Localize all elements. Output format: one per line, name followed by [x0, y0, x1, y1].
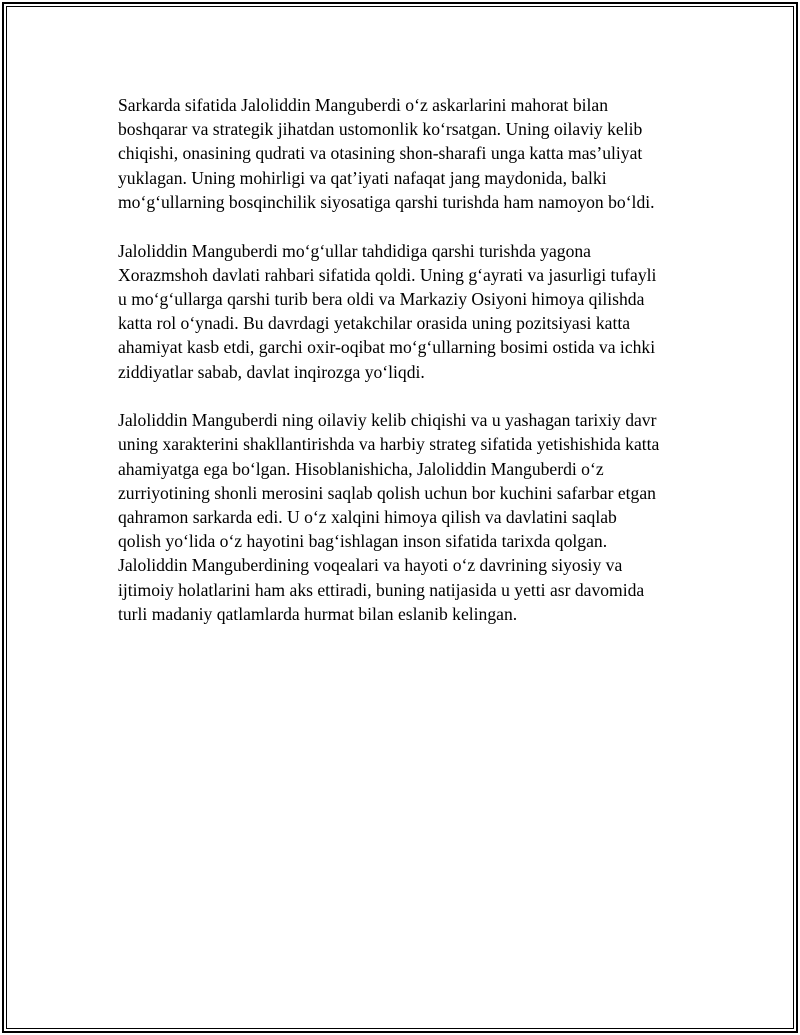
text-line: u mo‘g‘ullarga qarshi turib bera oldi va Markaziy Osiyoni himoya qilishda [118, 288, 645, 309]
text-line: qahramon sarkarda edi. U o‘z xalqini himoya qilish va davlatini saqlab [118, 507, 617, 528]
text-line: mo‘g‘ullarning bosqinchilik siyosatiga qarshi turishda ham namoyon bo‘ldi. [118, 191, 655, 212]
text-line: Jaloliddin Manguberdi ning oilaviy kelib chiqishi va u yashagan tarixiy davr [118, 410, 657, 431]
text-line: ziddiyatlar sabab, davlat inqirozga yo‘liqdi. [118, 361, 425, 382]
text-line: ahamiyat kasb etdi, garchi oxir-oqibat mo‘g‘ullarning bosimi ostida va ichki [118, 337, 656, 358]
paragraph-1 [118, 93, 708, 214]
text-line: zurriyotining shonli merosini saqlab qolish uchun bor kuchini safarbar etgan [118, 482, 656, 503]
text-line: Jaloliddin Manguberdining voqealari va hayoti o‘z davrining siyosiy va [118, 555, 623, 576]
text-line: ijtimoiy holatlarini ham aks ettiradi, buning natijasida u yetti asr davomida [118, 579, 645, 600]
paragraph-3 [118, 408, 708, 626]
text-line: qolish yo‘lida o‘z hayotini bag‘ishlagan inson sifatida tarixda qolgan. [118, 531, 608, 552]
text-line: turli madaniy qatlamlarda hurmat bilan eslanib kelingan. [118, 603, 518, 624]
text-line: ahamiyatga ega bo‘lgan. Hisoblanishicha, Jaloliddin Manguberdi o‘z [118, 458, 604, 479]
paragraph-2 [118, 239, 708, 384]
text-line: boshqarar va strategik jihatdan ustomonlik ko‘rsatgan. Uning oilaviy kelib [118, 119, 643, 140]
text-line: chiqishi, onasining qudrati va otasining shon-sharafi unga katta mas’uliyat [118, 143, 643, 164]
text-line: uning xarakterini shakllantirishda va harbiy strateg sifatida yetishishida katta [118, 434, 660, 455]
document-body [118, 93, 708, 651]
text-line: Sarkarda sifatida Jaloliddin Manguberdi o‘z askarlarini mahorat bilan [118, 95, 609, 115]
text-line: yuklagan. Uning mohirligi va qat’iyati nafaqat jang maydonida, balki [118, 167, 607, 188]
text-line: katta rol o‘ynadi. Bu davrdagi yetakchilar orasida uning pozitsiyasi katta [118, 313, 631, 334]
text-line: Xorazmshoh davlati rahbari sifatida qoldi. Uning g‘ayrati va jasurligi tufayli [118, 264, 657, 285]
text-line: Jaloliddin Manguberdi mo‘g‘ullar tahdidiga qarshi turishda yagona [118, 240, 591, 261]
